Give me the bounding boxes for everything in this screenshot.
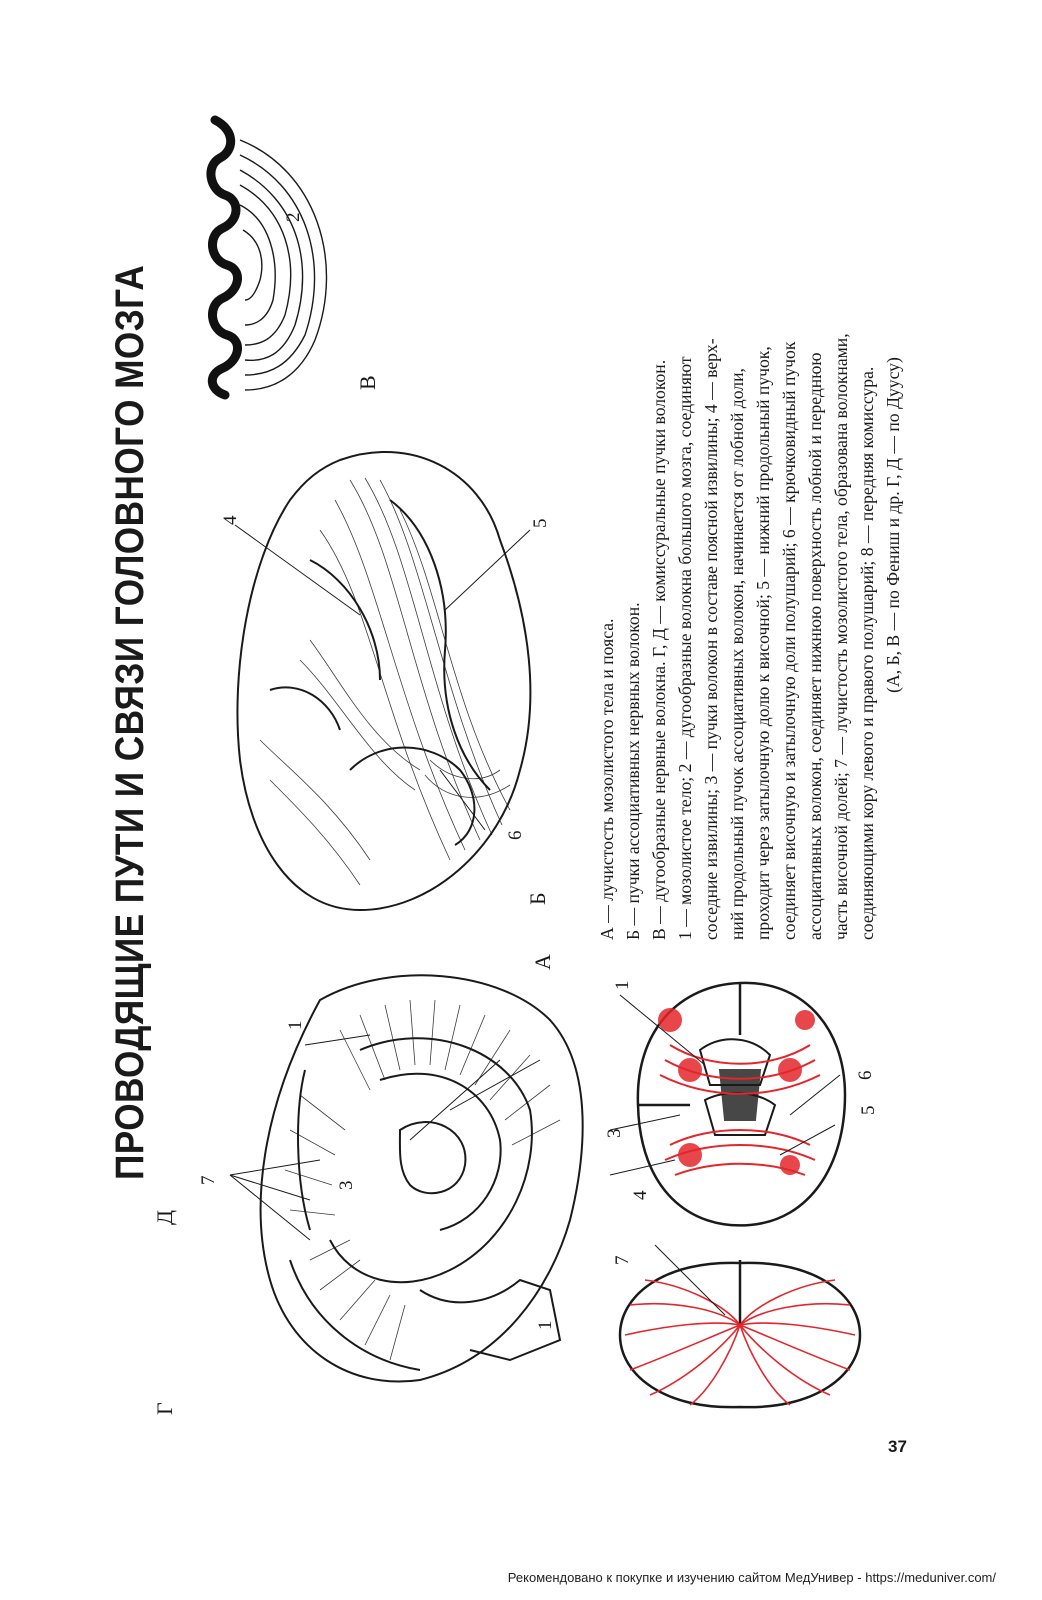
label-a-1-top: 1: [285, 1020, 306, 1030]
label-g-7: 7: [612, 1255, 633, 1265]
footer-recommendation: Рекомендовано к покупке и изучению сайтом МедУнивер - https://meduniver.com/: [507, 1570, 996, 1585]
label-a-7: 7: [198, 1175, 219, 1185]
label-b-6: 6: [505, 830, 526, 840]
page-title: ПРОВОДЯЩИЕ ПУТИ И СВЯЗИ ГОЛОВНОГО МОЗГА: [108, 264, 152, 1181]
caption-line-1: А — лучистость мозолистого тела и пояса.: [597, 618, 617, 940]
figure-d-coronal-section: [630, 975, 850, 1235]
label-v-2: 2: [283, 212, 304, 222]
label-d-3: 3: [604, 1128, 625, 1138]
label-d-1: 1: [612, 980, 633, 990]
caption-line-8: соединяет височную и затылочную доли полушарий; 6 — крючковидный пучок: [779, 341, 799, 940]
caption-line-10: часть височной долей; 7 — лучистость мозолистого тела, образована волокнами,: [831, 333, 851, 940]
label-d-4: 4: [630, 1190, 651, 1200]
label-b-5: 5: [530, 518, 551, 528]
caption-credit: (А, Б, В — по Фениш и др. Г, Д — по Дуусу): [883, 357, 903, 693]
label-d-6: 6: [855, 1070, 876, 1080]
figure-g-horizontal-section: [615, 1255, 865, 1415]
caption-line-9: ассоциативных волокон, соединяет нижнюю поверхность лобной и переднюю: [805, 352, 825, 940]
label-b-4: 4: [220, 515, 241, 525]
figure-b-brain-lateral: [230, 440, 560, 920]
caption-line-2: Б — пучки ассоциативных нервных волокон.: [623, 602, 643, 940]
figure-caption: [594, 110, 906, 940]
label-d-5: 5: [858, 1105, 879, 1115]
figure-v-arcuate-fibers: [195, 110, 375, 400]
panel-letter-v: В: [355, 375, 380, 390]
caption-line-6: ний продольный пучок ассоциативных волокон, начинается от лобной доли,: [727, 368, 747, 940]
label-a-1-bottom: 1: [535, 1320, 556, 1330]
panel-letter-d: Д: [152, 1209, 177, 1225]
caption-line-7: проходит через затылочную долю к височной; 5 — нижний продольный пучок,: [753, 346, 773, 940]
caption-line-3: В — дугообразные нервные волокна. Г, Д — комиссуральные пучки волокон.: [649, 359, 669, 940]
panel-letter-g: Г: [152, 1402, 177, 1415]
caption-line-11: соединяющими кору левого и правого полушарий; 8 — передняя комиссура.: [857, 366, 877, 940]
panel-letter-b: Б: [525, 892, 550, 905]
page-number: 37: [888, 1437, 907, 1456]
panel-letter-a: А: [530, 954, 555, 970]
label-a-3: 3: [336, 1180, 357, 1190]
caption-line-5: соседние извилины; 3 — пучки волокон в составе поясной извилины; 4 — верх-: [701, 338, 721, 940]
caption-line-4: 1 — мозолистое тело; 2 — дугообразные волокна большого мозга, соединяют: [675, 356, 695, 940]
